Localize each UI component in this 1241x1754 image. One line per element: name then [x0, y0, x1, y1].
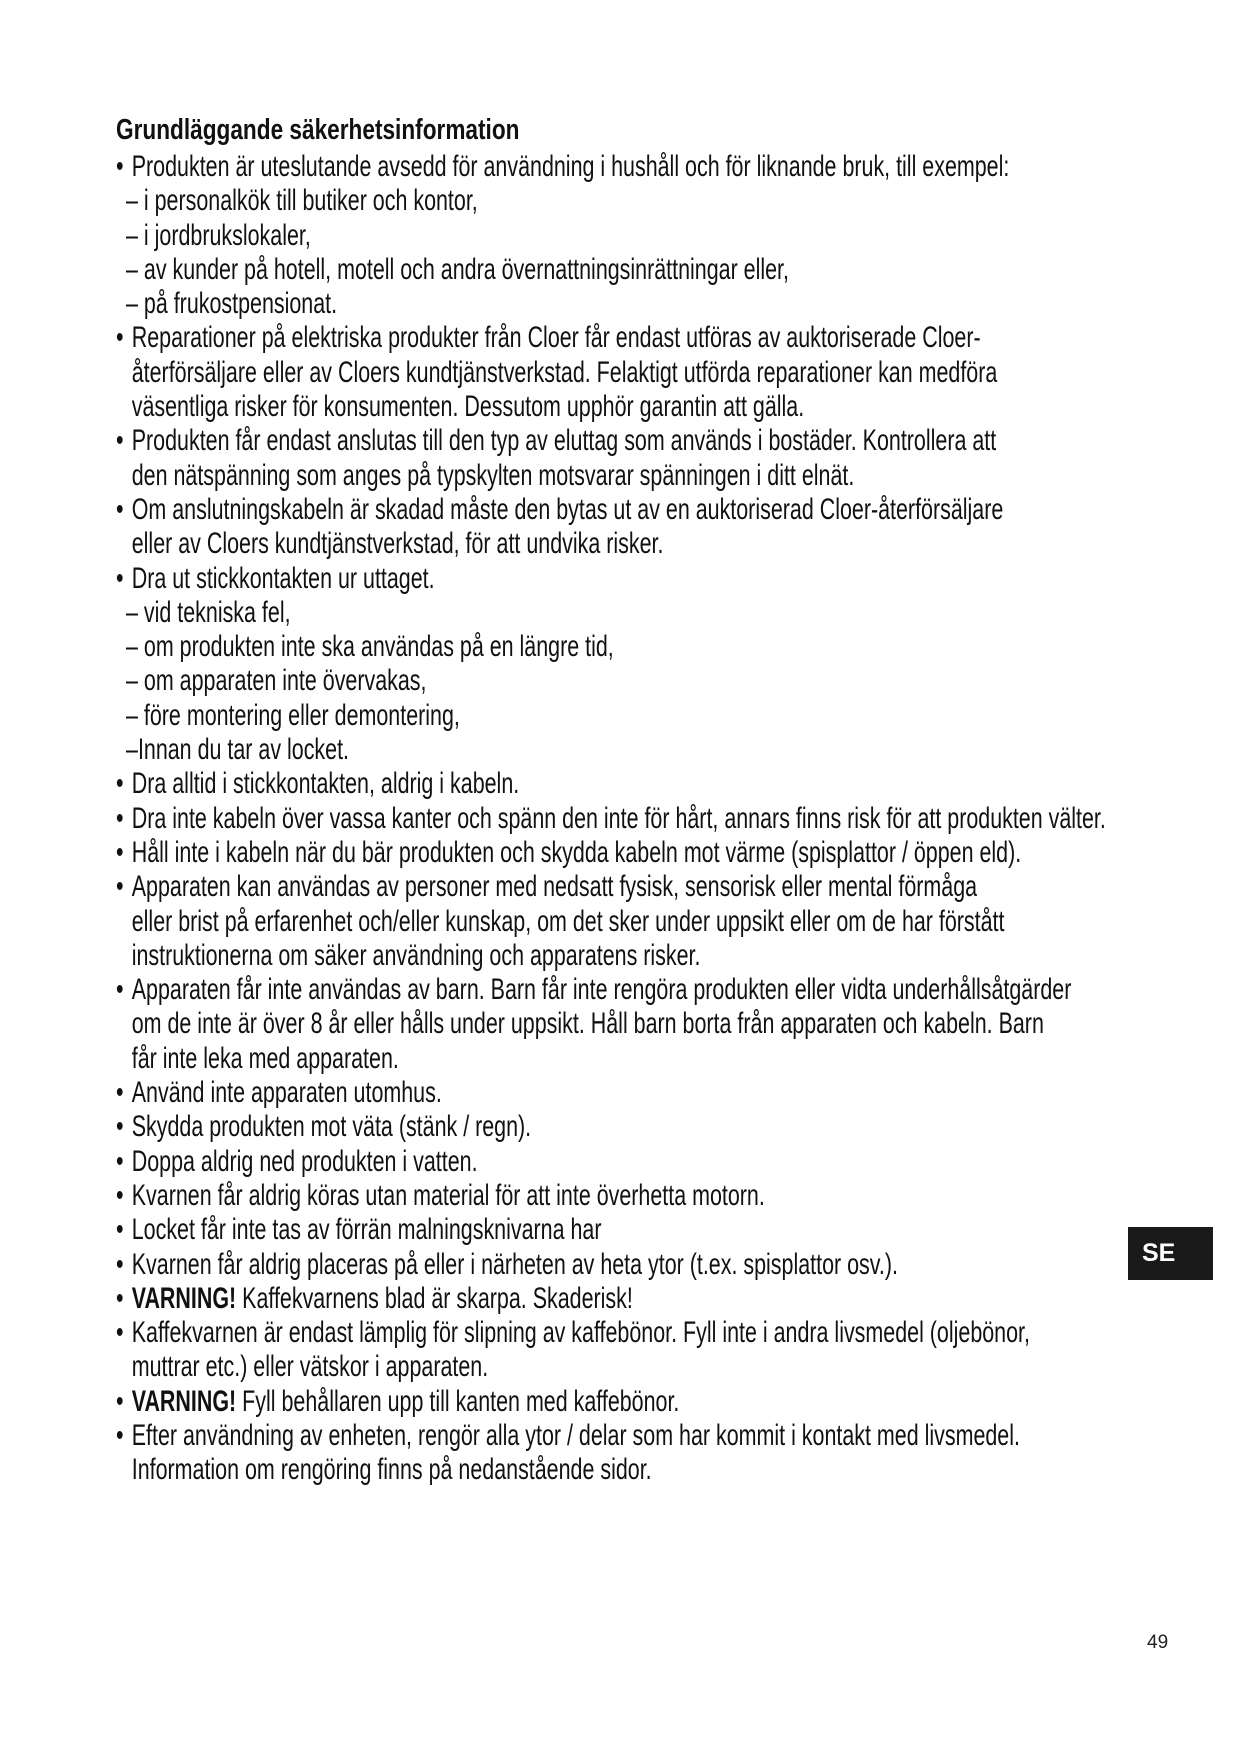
sub-item	[116, 664, 845, 698]
bullet-item	[116, 1213, 845, 1247]
item-text: Om anslutningskabeln är skadad måste den bytas ut av en auktoriserad Cloer-återförsäljare	[131, 492, 1004, 526]
item-text: Kvarnen får aldrig köras utan material för att inte överhetta motorn.	[131, 1178, 765, 1212]
item-text: väsentliga risker för konsumenten. Dessutom upphör garantin att gälla.	[131, 390, 805, 424]
item-text: Kvarnen får aldrig placeras på eller i närheten av heta ytor (t.ex. spisplattor osv.).	[131, 1247, 898, 1281]
section-heading: Grundläggande säkerhetsinformation	[116, 114, 520, 146]
bullet-item	[116, 1145, 845, 1179]
bullet-marker: •	[116, 1076, 124, 1110]
sub-item	[116, 630, 845, 664]
item-text: Reparationer på elektriska produkter från Cloer får endast utföras av auktoriserade Cloer-	[131, 321, 981, 355]
bullet-item	[116, 767, 845, 801]
item-text: –Innan du tar av locket.	[126, 733, 350, 767]
item-text: Kaffekvarnens blad är skarpa. Skaderisk!	[236, 1281, 633, 1315]
item-text: den nätspänning som anges på typskylten motsvarar spänningen i ditt elnät.	[131, 458, 855, 492]
item-text: – om apparaten inte övervakas,	[126, 664, 427, 698]
bullet-marker: •	[116, 1316, 124, 1350]
bullet-marker: •	[116, 1384, 124, 1418]
bullet-marker: •	[116, 424, 124, 458]
bullet-item	[116, 1076, 845, 1110]
sub-item	[116, 184, 845, 218]
bullet-marker: •	[116, 150, 124, 183]
bullet-item	[116, 1247, 898, 1282]
continuation-line	[116, 390, 845, 424]
continuation-line	[116, 1453, 845, 1487]
bullet-marker: •	[116, 767, 124, 801]
item-text: – i jordbrukslokaler,	[126, 218, 311, 252]
item-text: – på frukostpensionat.	[126, 287, 338, 321]
bullet-marker: •	[116, 1110, 124, 1144]
continuation-line	[116, 904, 1005, 939]
continuation-line	[116, 1007, 1044, 1041]
item-text: Doppa aldrig ned produkten i vatten.	[131, 1144, 478, 1178]
item-text: Apparaten får inte användas av barn. Barn får inte rengöra produkten eller vidta underhållsåtgärder	[131, 973, 1072, 1007]
item-text: – om produkten inte ska användas på en längre tid,	[126, 630, 614, 664]
item-text: Produkten är uteslutande avsedd för användning i hushåll och för liknande bruk, till exempel:	[131, 150, 1010, 183]
item-text: Håll inte i kabeln när du bär produkten och skydda kabeln mot värme (spisplattor / öppen eld).	[131, 835, 1022, 869]
bullet-marker: •	[116, 835, 124, 869]
bullet-marker: •	[116, 1247, 124, 1281]
bullet-marker: •	[116, 321, 124, 355]
bullet-item	[116, 870, 978, 904]
item-text: muttrar etc.) eller vätskor i apparaten.	[131, 1350, 489, 1384]
sub-item	[116, 253, 845, 287]
item-text: Efter användning av enheten, rengör alla ytor / delar som har kommit i kontakt med livsmedel.	[131, 1418, 1020, 1452]
bullet-marker: •	[116, 973, 124, 1007]
safety-list	[116, 150, 1136, 1488]
bullet-item	[116, 321, 981, 355]
item-text: eller brist på erfarenhet och/eller kunskap, om det sker under uppsikt eller om de har förstått	[131, 904, 1005, 938]
warning-label: VARNING!	[131, 1384, 237, 1418]
continuation-line	[116, 939, 845, 973]
bullet-marker: •	[116, 1281, 124, 1315]
bullet-marker: •	[116, 870, 124, 904]
item-text: – vid tekniska fel,	[126, 595, 291, 629]
item-text: får inte leka med apparaten.	[131, 1041, 399, 1075]
sub-item	[116, 596, 845, 630]
bullet-item	[116, 424, 997, 458]
item-text: Dra alltid i stickkontakten, aldrig i kabeln.	[131, 767, 520, 801]
item-text: Information om rengöring finns på nedanstående sidor.	[131, 1453, 652, 1487]
bullet-marker: •	[116, 492, 124, 526]
bullet-marker: •	[116, 561, 124, 595]
item-text: Kaffekvarnen är endast lämplig för slipning av kaffebönor. Fyll inte i andra livsmedel (oljebönor,	[131, 1316, 1030, 1350]
warning-label: VARNING!	[131, 1281, 237, 1315]
sub-item	[116, 287, 845, 321]
bullet-marker: •	[116, 1418, 124, 1452]
bullet-item	[116, 150, 1010, 184]
bullet-item	[116, 973, 1072, 1007]
item-text: återförsäljare eller av Cloers kundtjänstverkstad. Felaktigt utförda reparationer kan medföra	[131, 355, 998, 389]
continuation-line	[116, 1042, 845, 1076]
sub-item	[116, 699, 845, 733]
item-text: instruktionerna om säker användning och apparatens risker.	[131, 938, 701, 972]
continuation-line	[116, 355, 998, 390]
bullet-item	[116, 1418, 1020, 1453]
bullet-item	[116, 1179, 845, 1213]
continuation-line	[116, 527, 845, 561]
bullet-marker: •	[116, 1178, 124, 1212]
bullet-item	[116, 1316, 1030, 1350]
item-text: om de inte är över 8 år eller hålls under uppsikt. Håll barn borta från apparaten och kabeln. Barn	[131, 1007, 1044, 1041]
item-text: Locket får inte tas av förrän malningsknivarna har	[131, 1213, 602, 1247]
item-text: eller av Cloers kundtjänstverkstad, för att undvika risker.	[131, 527, 664, 561]
item-text: Produkten får endast anslutas till den typ av eluttag som används i bostäder. Kontrollera att	[131, 424, 997, 458]
language-tab: SE	[1128, 1227, 1213, 1280]
bullet-item	[116, 835, 1022, 870]
item-text: Använd inte apparaten utomhus.	[131, 1076, 442, 1110]
bullet-item	[116, 1282, 845, 1316]
page-number: 49	[1147, 1632, 1169, 1653]
item-text: – av kunder på hotell, motell och andra övernattningsinrättningar eller,	[126, 252, 789, 286]
safety-section	[116, 112, 1136, 1488]
item-text: Dra inte kabeln över vassa kanter och spänn den inte för hårt, annars finns risk för att produkten välter.	[131, 801, 1106, 835]
bullet-item	[116, 1385, 845, 1419]
bullet-item	[116, 1110, 845, 1144]
sub-item	[116, 733, 845, 767]
bullet-marker: •	[116, 1213, 124, 1247]
bullet-marker: •	[116, 801, 124, 835]
item-text: Dra ut stickkontakten ur uttaget.	[131, 561, 435, 595]
continuation-line	[116, 1350, 845, 1384]
bullet-item	[116, 492, 1004, 527]
item-text: Apparaten kan användas av personer med nedsatt fysisk, sensorisk eller mental förmåga	[131, 870, 978, 904]
item-text: – före montering eller demontering,	[126, 698, 460, 732]
bullet-item	[116, 562, 845, 596]
sub-item	[116, 219, 845, 253]
item-text: – i personalkök till butiker och kontor,	[126, 184, 478, 218]
continuation-line	[116, 458, 855, 493]
item-text: Fyll behållaren upp till kanten med kaffebönor.	[236, 1384, 680, 1418]
bullet-item	[116, 801, 1106, 836]
item-text: Skydda produkten mot väta (stänk / regn).	[131, 1110, 532, 1144]
bullet-marker: •	[116, 1144, 124, 1178]
